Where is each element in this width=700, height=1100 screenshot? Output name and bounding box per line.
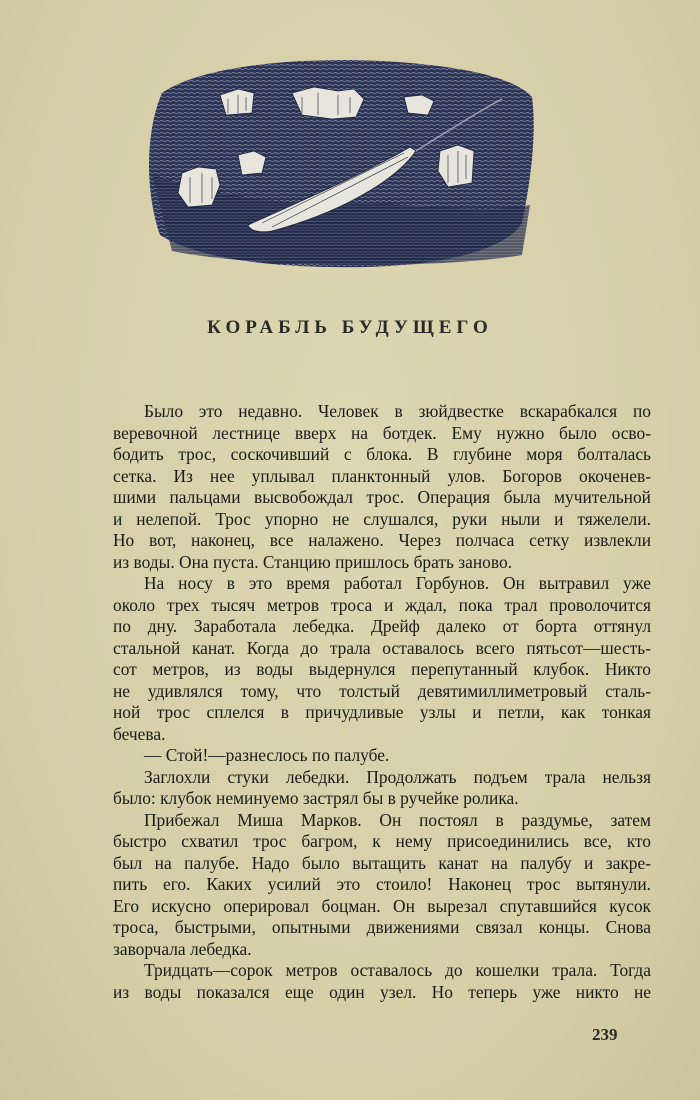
text-line: сетка. Из нее уплывал планктонный улов. Богоров окоченев- (113, 465, 651, 486)
text-line: — Стой!—разнеслось по палубе. (144, 745, 390, 765)
page-number: 239 (592, 1025, 618, 1044)
text-line: около трех тысяч метров троса и ждал, пока трал проволочится (113, 594, 651, 615)
iceberg (238, 151, 266, 175)
text-line: пить его. Каких усилий это стоило! Наконец трос вытянули. (113, 874, 651, 894)
text-line: веревочной лестнице вверх на ботдек. Ему нужно было осво- (113, 422, 651, 443)
text-line: ной трос сплелся в причудливые узлы и петли, как тонкая (113, 702, 651, 722)
text-line: троса, быстрыми, опытными движениями связал концы. Снова (113, 917, 651, 937)
text-line: Тридцать—сорок метров оставалось до кошелки трала. Тогда (144, 960, 651, 980)
text-line: бечева. (113, 723, 166, 744)
text-line: быстро схватил трос багром, к нему присоединились все, кто (113, 831, 651, 851)
text-line: бодить трос, соскочивший с блока. В глубине моря болталась (113, 444, 651, 464)
text-line: Его искусно оперировал боцман. Он вырезал спутавшийся кусок (113, 895, 651, 916)
text-line: шими пальцами высвобождал трос. Операция была мучительной (113, 487, 651, 507)
text-line: Заглохли стуки лебедки. Продолжать подъем трала нельзя (144, 766, 651, 787)
text-line: заворчала лебедка. (113, 938, 252, 959)
text-line: из воды. Она пуста. Станцию пришлось брать заново. (113, 551, 512, 572)
text-line: был на палубе. Надо было вытащить канат на палубу и закре- (113, 852, 651, 873)
text-line: было: клубок неминуемо застрял бы в ручейке ролика. (113, 788, 519, 808)
text-line: На носу в это время работал Горбунов. Он вытравил уже (144, 573, 651, 593)
iceberg (292, 87, 364, 119)
iceberg (178, 167, 220, 207)
text-line: сот метров, из воды выдернулся перепутанный клубок. Никто (113, 659, 651, 679)
iceberg (220, 89, 254, 115)
text-line: не удивлялся тому, что толстый девятимиллиметровый сталь- (113, 680, 651, 701)
ship-among-icebergs-engraving (142, 55, 534, 270)
text-line: Прибежал Миша Марков. Он постоял в раздумье, затем (144, 809, 651, 830)
text-line: стальной канат. Когда до трала оставалось всего пятьсот—шесть- (113, 637, 651, 658)
text-line: по дну. Заработала лебедка. Дрейф далеко от борта оттянул (113, 616, 651, 636)
text-line: и нелепой. Трос упорно не слушался, руки ныли и тяжелели. (113, 508, 651, 529)
chapter-body-text (113, 401, 651, 1003)
text-line: из воды показался еще один узел. Но теперь уже никто не (113, 981, 651, 1002)
text-line: Но вот, наконец, все налажено. Через полчаса сетку извлекли (113, 530, 651, 550)
chapter-title: КОРАБЛЬ БУДУЩЕГО (207, 317, 493, 338)
text-line: Было это недавно. Человек в зюйдвестке вскарабкался по (144, 401, 651, 421)
